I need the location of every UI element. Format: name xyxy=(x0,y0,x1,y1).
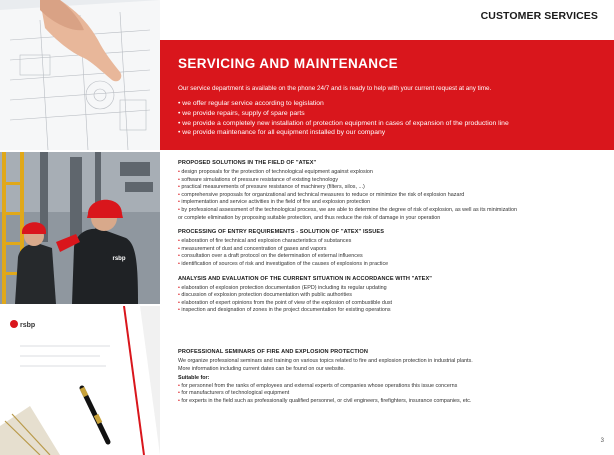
servicing-banner xyxy=(160,40,614,150)
list-item: • software simulations of pressure resistance of existing technology xyxy=(178,176,339,183)
banner-bullet: • we provide a completely new installation of protection equipment in cases of expansion of the production line xyxy=(178,119,596,129)
section-entry-requirements xyxy=(178,229,600,268)
section-title: ANALYSIS AND EVALUATION OF THE CURRENT SITUATION IN ACCORDANCE WITH "ATEX" xyxy=(178,275,433,282)
seminars-text: More information including current dates can be found on our website. xyxy=(178,365,345,372)
list-item: • comprehensive proposals for organizational and technical measures to reduce or minimize the risk of explosion hazard xyxy=(178,191,465,198)
section-title: PROFESSIONAL SEMINARS OF FIRE AND EXPLOSION PROTECTION xyxy=(178,349,369,355)
list-item: • inspection and designation of zones in the project documentation for existing operations xyxy=(178,307,391,314)
list-item: or complete elimination by proposing suitable protection, and thus reduce the risk of damage in your operation xyxy=(178,214,441,221)
section-list xyxy=(178,169,600,222)
list-item: • elaboration of fire technical and explosion characteristics of substances xyxy=(178,238,352,245)
list-item: • identification of sources of risk and investigation of the causes of explosions in practice xyxy=(178,260,389,267)
banner-bullet: • we offer regular service according to legislation xyxy=(178,99,596,109)
list-item: • implementation and service activities in the field of fire and explosion protection xyxy=(178,199,371,206)
list-item: • for experts in the field such as professionally qualified personnel, or civil engineers, firefighters, insurance companies, etc. xyxy=(178,397,472,404)
section-seminars xyxy=(178,349,600,406)
list-item: • design proposals for the protection of technological equipment against explosion xyxy=(178,169,373,175)
list-item: • for manufacturers of technological equipment xyxy=(178,390,290,397)
section-atex-solutions xyxy=(178,160,600,222)
list-item: • elaboration of explosion protection documentation (EPD) including its regular updating xyxy=(178,284,387,291)
list-item: • consultation over a draft protocol on the determination of external influences xyxy=(178,253,363,260)
page-header-title: CUSTOMER SERVICES xyxy=(480,10,598,22)
banner-intro: Our service department is available on the phone 24/7 and is ready to help with your current request at any time. xyxy=(178,85,492,92)
list-item: • for personnel from the ranks of employees and external experts of companies whose operations this issue concerns xyxy=(178,382,458,389)
list-item: • measurement of dust and concentration of gases and vapors xyxy=(178,245,327,252)
section-title: PROPOSED SOLUTIONS IN THE FIELD OF "ATEX" xyxy=(178,160,317,166)
section-title: PROCESSING OF ENTRY REQUIREMENTS - SOLUTION OF "ATEX" ISSUES xyxy=(178,229,385,236)
section-list xyxy=(178,383,600,406)
document-pen-photo xyxy=(0,306,160,455)
section-list xyxy=(178,285,600,315)
banner-bullet: • we provide repairs, supply of spare parts xyxy=(178,109,596,119)
page-number: 3 xyxy=(600,438,604,444)
seminars-text: We organize professional seminars and training on various topics related to fire and explosion protection in industrial plants. xyxy=(178,358,473,364)
section-analysis-evaluation xyxy=(178,276,600,315)
banner-bullet-list xyxy=(178,99,596,138)
document-logo: rsbp xyxy=(20,322,36,329)
banner-bullet: • we provide maintenance for all equipment installed by our company xyxy=(178,128,596,138)
photo-column xyxy=(0,0,160,455)
suitable-for-label: Suitable for: xyxy=(178,375,210,382)
main-content xyxy=(178,160,600,322)
technical-drawing-photo xyxy=(0,0,160,150)
list-item: • discussion of explosion protection documentation with public authorities xyxy=(178,292,352,299)
helmet-brand-label: rsbp xyxy=(112,256,126,262)
banner-title: SERVICING AND MAINTENANCE xyxy=(178,56,399,71)
list-item: • practical measurements of pressure resistance of machinery (filters, silos, ...) xyxy=(178,184,365,191)
workers-photo xyxy=(0,152,160,304)
section-list xyxy=(178,238,600,268)
list-item: • elaboration of expert opinions from the point of view of the explosion of combustible dust xyxy=(178,299,393,306)
list-item: • by professional assessment of the technological process, we are able to determine the degree of risk of explosion, as well as its minimization xyxy=(178,206,517,213)
